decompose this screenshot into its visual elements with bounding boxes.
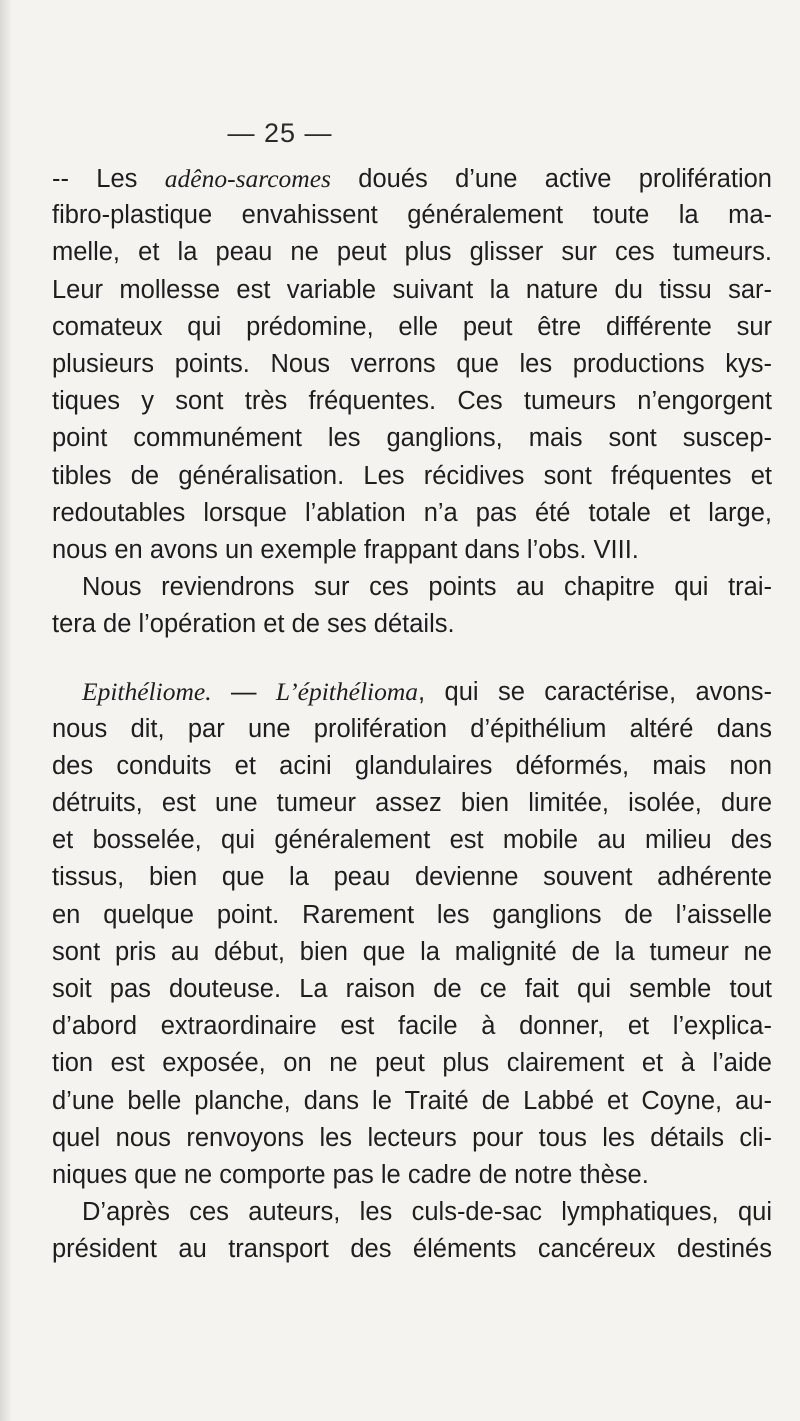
paragraph-adeno-sarcomes	[52, 160, 772, 569]
paragraph-reviendrons	[52, 569, 772, 643]
text-line: nous dit, par une prolifération d’épithélium altéré dans	[52, 714, 772, 743]
text-line: melle, et la peau ne peut plus glisser sur ces tumeurs.	[52, 238, 772, 267]
text-line: et bosselée, qui généralement est mobile au milieu des	[52, 826, 772, 855]
text-line: en quelque point. Rarement les ganglions de l’aisselle	[52, 900, 772, 929]
italic-term: L’épithélioma	[275, 677, 419, 707]
section-heading: Epithéliome.	[82, 677, 212, 707]
paragraph-gap	[52, 643, 772, 673]
page-body	[52, 160, 772, 1268]
text-line: tion est exposée, on ne peut plus clairement et à l’aide	[52, 1049, 772, 1078]
paragraph-d-apres	[52, 1194, 772, 1268]
text-line: D’après ces auteurs, les culs-de-sac lymphatiques, qui	[82, 1198, 772, 1227]
text-line: tiques y sont très fréquentes. Ces tumeurs n’engorgent	[52, 387, 772, 416]
text-line: détruits, est une tumeur assez bien limitée, isolée, dure	[52, 789, 772, 817]
text-line: redoutables lorsque l’ablation n’a pas été totale et large,	[52, 498, 772, 527]
page-number: — 25 —	[227, 118, 333, 148]
text-line: des conduits et acini glandulaires déformés, mais non	[52, 751, 772, 780]
text-line: président au transport des éléments cancéreux destinés	[52, 1235, 772, 1264]
text-line: d’abord extraordinaire est facile à donner, et l’explica-	[52, 1012, 772, 1041]
text-line: Epithéliome. — L’épithélioma, qui se caractérise, avons-	[82, 677, 773, 707]
text-line: Leur mollesse est variable suivant la nature du tissu sar-	[52, 275, 772, 304]
text-line: soit pas douteuse. La raison de ce fait qui semble tout	[52, 974, 772, 1003]
text-line: tera de l’opération et de ses détails.	[52, 610, 455, 639]
text-line: comateux qui prédomine, elle peut être différente sur	[52, 312, 772, 341]
paragraph-epitheliome	[52, 673, 772, 1194]
text-line: sont pris au début, bien que la malignité de la tumeur ne	[52, 937, 772, 966]
text-line: quel nous renvoyons les lecteurs pour tous les détails cli-	[52, 1123, 772, 1152]
page-binding-edge	[0, 0, 12, 1421]
text-line: -- Les adêno-sarcomes doués d’une active prolifération	[52, 164, 772, 193]
text-line: plusieurs points. Nous verrons que les productions kys-	[52, 349, 772, 378]
text-line: tibles de généralisation. Les récidives sont fréquentes et	[52, 461, 772, 490]
text-line: fibro-plastique envahissent généralement toute la ma-	[52, 201, 772, 230]
text-line: Nous reviendrons sur ces points au chapitre qui trai-	[82, 573, 772, 602]
text-line: niques que ne comporte pas le cadre de notre thèse.	[52, 1160, 649, 1189]
text-line: d’une belle planche, dans le Traité de Labbé et Coyne, au-	[52, 1086, 772, 1115]
text-line: point communément les ganglions, mais sont suscep-	[52, 424, 772, 453]
text-line: nous en avons un exemple frappant dans l’obs. VIII.	[52, 535, 639, 564]
italic-term: adêno-sarcomes	[164, 164, 331, 193]
text-line: tissus, bien que la peau devienne souvent adhérente	[52, 863, 772, 892]
